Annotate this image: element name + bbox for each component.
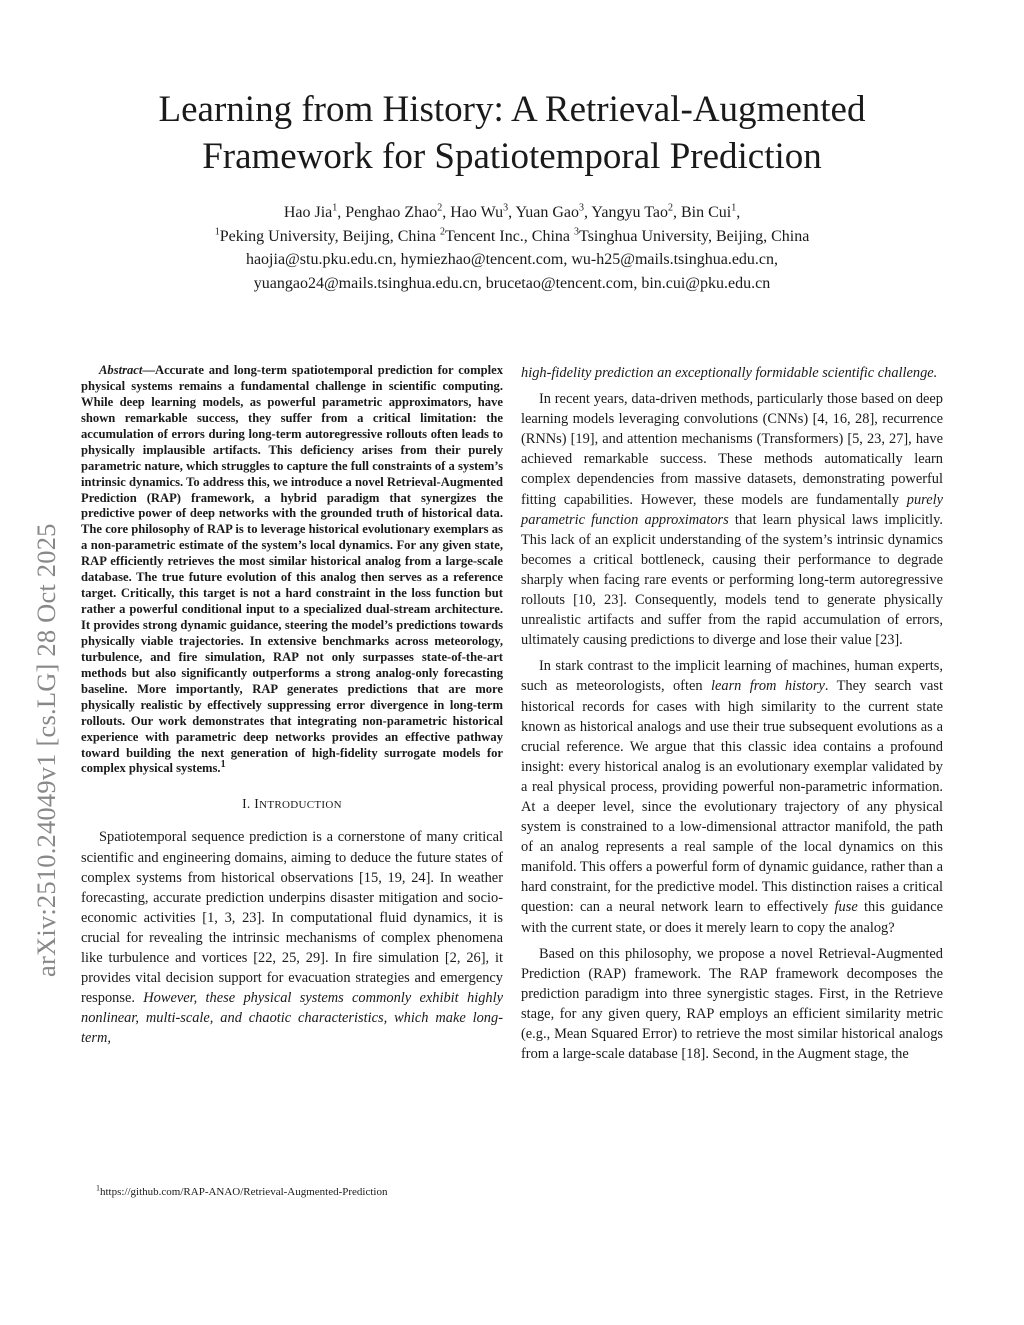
affiliation-mark: 3 <box>503 202 509 214</box>
author-name: Yangyu Tao <box>591 204 668 221</box>
affiliation-mark: 3 <box>579 202 585 214</box>
title-line-2: Framework for Spatiotemporal Prediction <box>202 136 822 177</box>
left-column <box>81 363 503 1055</box>
intro-paragraph-4: Based on this philosophy, we propose a novel Retrieval-Augmented Prediction (RAP) framework. The RAP framework decomposes the prediction paradigm into three synergistic stages. First, in the Retrieve stage, for any given query, RAP employs an efficient similarity metric (e.g., Mean Squared Error) to retrieve the most similar historical analogs from a large-scale database [18]. Second, in the Augment stage, the <box>521 945 943 1063</box>
emphasized-text: purely parametric function approximators <box>521 491 943 528</box>
paragraph-text: In recent years, data-driven methods, particularly those based on deep learning models leveraging convolutions (CNNs) [4, 16, 28], recurrence (RNNs) [19], and attention mechanisms (Transformers) [5, 23, 27], have achieved remarkable success. These methods automatically learn complex dependencies from massive datasets, demonstrating powerful fitting capabilities. However, these models are fundamentally <box>521 391 943 508</box>
author-name: Yuan Gao <box>515 204 580 221</box>
abstract <box>81 363 503 777</box>
abstract-label: Abstract <box>99 363 143 377</box>
title-line-1: Learning from History: A Retrieval-Augmented <box>158 89 866 130</box>
arxiv-identifier: arXiv:2510.24049v1 [cs.LG] 28 Oct 2025 <box>31 523 61 977</box>
paragraph-text: . They search vast historical records for cases with high similarity to the current state known as historical analogs and use their true subsequent evolutions as a crucial reference. We argue that this classic idea contains a profound insight: every historical analog is an evolutionary exemplar validated by a real physical process, providing powerful non-parametric information. At a deeper level, since the evolutionary trajectory of any physical system is constrained to a low-dimensional attractor manifold, the path of an analog represents a real sample of the local dynamics on this manifold. This offers a powerful form of dynamic guidance, rather than a hard constraint, for the predictive model. This distinction raises a critical question: can a neural network learn to effectively <box>521 678 943 916</box>
right-column <box>521 363 943 1070</box>
author-block <box>60 201 964 295</box>
emphasized-text: fuse <box>834 899 858 916</box>
affiliation-mark: 2 <box>667 202 673 214</box>
footnote-mark: 1 <box>96 1183 100 1193</box>
intro-paragraph-1 <box>81 827 503 1048</box>
footnote <box>96 1183 388 1198</box>
intro-paragraph-3 <box>521 656 943 937</box>
affiliation: Peking University, Beijing, China <box>219 227 436 245</box>
footnote-mark: 1 <box>220 759 226 771</box>
affiliations <box>60 225 964 249</box>
emphasized-text: However, these physical systems commonly exhibit highly nonlinear, multi-scale, and chaotic characteristics, which make long-term, <box>81 990 503 1047</box>
affiliation: Tsinghua University, Beijing, China <box>579 227 810 245</box>
affiliation-mark: 1 <box>332 202 338 214</box>
abstract-text: —Accurate and long-term spatiotemporal prediction for complex physical systems remains a fundamental challenge in scientific computing. While deep learning models, as powerful parametric approximators, have shown remarkable success, they suffer from a critical limitation: the accumulation of errors during long-term autoregressive rollouts often leads to physically implausible artifacts. This deficiency arises from their purely parametric nature, which struggles to capture the full constraints of a system’s intrinsic dynamics. To address this, we introduce a novel Retrieval-Augmented Prediction (RAP) framework, a hybrid paradigm that synergizes the predictive power of deep networks with the grounded truth of historical data. The core philosophy of RAP is to leverage historical evolutionary exemplars as a non-parametric estimate of the system’s local dynamics. For any given state, RAP efficiently retrieves the most similar historical analog from a large-scale database. The true future evolution of this analog then serves as a reference target. Critically, this target is not a hard constraint in the loss function but rather a powerful conditional input to a specialized dual-stream architecture. It provides strong dynamic guidance, steering the model’s predictions towards physically viable trajectories. In extensive benchmarks across meteorology, turbulence, and fire simulation, RAP not only surpasses state-of-the-art methods but also significantly outperforms a strong analog-only forecasting baseline. More importantly, RAP generates predictions that are more physically realistic by effectively suppressing error divergence in long-term rollouts. Our work demonstrates that integrating non-parametric historical experience with parametric deep networks provides an effective pathway toward building the next generation of high-fidelity surrogate models for complex physical systems. <box>81 363 503 776</box>
author-emails-line-2: yuangao24@mails.tsinghua.edu.cn, brucetao@tencent.com, bin.cui@pku.edu.cn <box>253 274 771 292</box>
affiliation: Tencent Inc., China <box>444 227 571 245</box>
affiliation-mark: 2 <box>437 202 443 214</box>
author-names: Hao Jia$^1$, Penghao Zhao$^2$, Hao Wu$^3$, Yuan Gao$^3$, Yangyu Tao$^2$, Bin Cui$^1$, <box>283 202 741 221</box>
paragraph-text: this guidance with the current state, or does it merely learn to copy the analog? <box>521 899 943 936</box>
section-title-rest: NTRODUCTION <box>259 799 342 812</box>
author-name: Hao Wu <box>450 204 504 221</box>
section-title-initial: I <box>254 796 260 812</box>
author-name: Bin Cui <box>680 204 732 221</box>
intro-paragraph-2 <box>521 389 943 650</box>
emphasized-text: high-fidelity prediction an exceptionally formidable scientific challenge. <box>521 365 938 381</box>
affiliation-mark: 2 <box>439 226 445 238</box>
author-emails-line-1: haojia@stu.pku.edu.cn, hymiezhao@tencent.com, wu-h25@mails.tsinghua.edu.cn, <box>245 251 779 268</box>
affiliation-mark: 1 <box>731 202 737 214</box>
author-name: Penghao Zhao <box>345 204 438 221</box>
paragraph-text: Spatiotemporal sequence prediction is a cornerstone of many critical scientific and engineering domains, aiming to deduce the future states of complex systems from historical observations [15, 19, 24]. In weather forecasting, accurate prediction underpins disaster mitigation and socio-economic activities [1, 3, 23]. In computational fluid dynamics, it is crucial for revealing the intrinsic mechanisms of complex phenomena like turbulence and vortices [22, 25, 29]. In fire simulation [2, 26], it provides vital decision support for evacuation strategies and emergency response. <box>81 829 503 1007</box>
paper-title <box>60 86 964 180</box>
section-heading-introduction <box>81 794 503 815</box>
section-number: I. <box>242 796 255 812</box>
intro-paragraph-1-continued <box>521 363 943 383</box>
emphasized-text: learn from history <box>710 678 825 695</box>
footnote-link[interactable]: https://github.com/RAP-ANAO/Retrieval-Augmented-Prediction <box>100 1186 388 1198</box>
affiliation-mark: 3 <box>574 226 580 238</box>
paragraph-text: that learn physical laws implicitly. This lack of an explicit understanding of the system’s intrinsic dynamics becomes a critical bottleneck, causing their performance to degrade sharply when facing rare events or performing long-term autoregressive rollouts [10, 23]. Consequently, models tend to generate physically unrealistic artifacts and suffer from the rapid accumulation of errors, ultimately causing predictions to diverge and lose their value [23]. <box>521 511 943 649</box>
author-name: Hao Jia <box>283 204 333 221</box>
paragraph-text: In stark contrast to the implicit learning of machines, human experts, such as meteorologists, often <box>521 658 943 695</box>
affiliation-mark: 1 <box>214 226 220 238</box>
